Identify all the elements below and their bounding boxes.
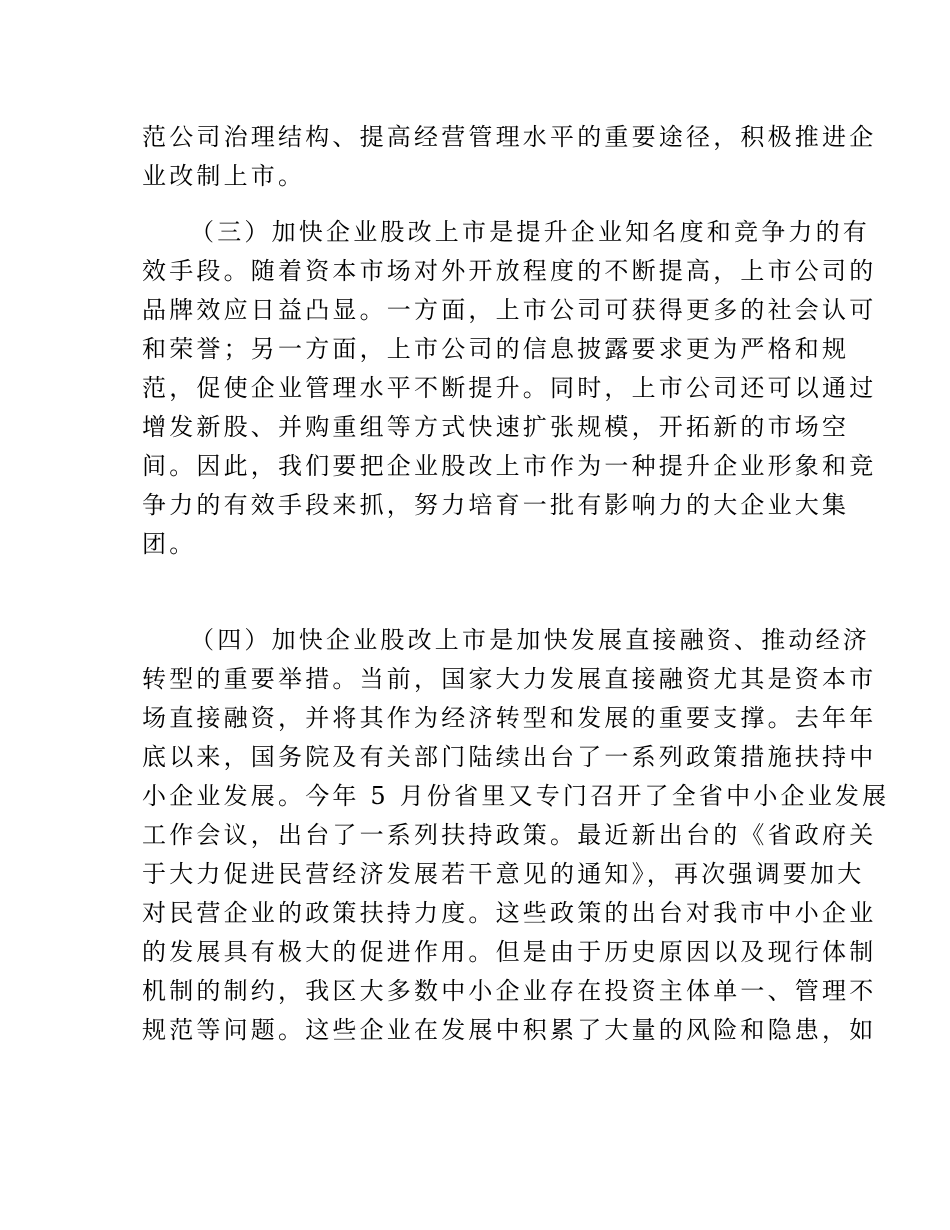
text-line: 小企业发展。今年 5 月份省里又专门召开了全省中小企业发展 (142, 782, 890, 810)
text-line: 场直接融资，并将其作为经济转型和发展的重要支撑。去年年 (142, 704, 877, 732)
text-line: 于大力促进民营经济发展若干意见的通知》，再次强调要加大 (142, 860, 865, 888)
text-line: 对民营企业的政策扶持力度。这些政策的出台对我市中小企业 (142, 899, 877, 927)
text-line: 和荣誉；另一方面，上市公司的信息披露要求更为严格和规 (142, 335, 850, 363)
text-line: 业改制上市。 (142, 162, 306, 190)
text-line: 底以来，国务院及有关部门陆续出台了一系列政策措施扶持中 (142, 743, 877, 771)
text-line: 争力的有效手段来抓，努力培育一批有影响力的大企业大集 (142, 491, 850, 519)
text-line: 工作会议，出台了一系列扶持政策。最近新出台的《省政府关 (142, 821, 877, 849)
text-line: 的发展具有极大的促进作用。但是由于历史原因以及现行体制 (142, 938, 877, 966)
text-line: 团。 (142, 530, 197, 558)
text-line: 转型的重要举措。当前，国家大力发展直接融资尤其是资本市 (142, 665, 877, 693)
text-line: 范公司治理结构、提高经营管理水平的重要途径，积极推进企 (142, 123, 877, 151)
text-line: 机制的制约，我区大多数中小企业存在投资主体单一、管理不 (142, 977, 877, 1005)
text-line: （四）加快企业股改上市是加快发展直接融资、推动经济 (190, 626, 870, 654)
text-line: 品牌效应日益凸显。一方面，上市公司可获得更多的社会认可 (142, 296, 877, 324)
text-line: 规范等问题。这些企业在发展中积累了大量的风险和隐患，如 (142, 1016, 877, 1044)
text-line: 增发新股、并购重组等方式快速扩张规模，开拓新的市场空 (142, 413, 850, 441)
text-line: 效手段。随着资本市场对外开放程度的不断提高，上市公司的 (142, 257, 877, 285)
text-line: 范，促使企业管理水平不断提升。同时，上市公司还可以通过 (142, 374, 877, 402)
paragraph-3 (142, 621, 890, 1050)
text-line: 间。因此，我们要把企业股改上市作为一种提升企业形象和竞 (142, 452, 877, 480)
text-line: （三）加快企业股改上市是提升企业知名度和竞争力的有 (190, 218, 870, 246)
paragraph-2 (142, 213, 877, 564)
paragraph-1 (142, 118, 877, 196)
